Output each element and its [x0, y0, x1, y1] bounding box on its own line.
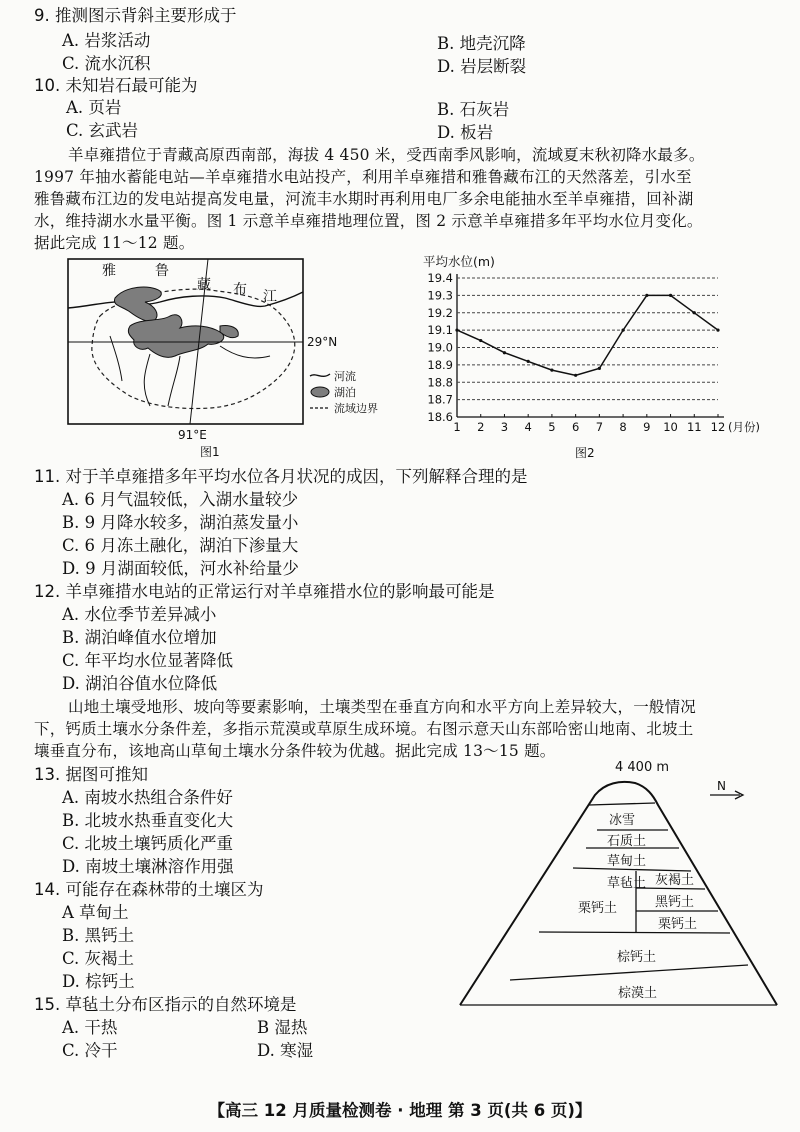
tributary [168, 356, 180, 406]
q14-option-b: B. 黑钙土 [62, 926, 135, 945]
passage1-line: 雅鲁藏布江边的发电站提高发电量，河流丰水期时再利用电厂多余电能抽水至羊卓雍措，回补湖 [34, 190, 694, 208]
zone-boundary [610, 805, 665, 808]
q13-option-c: C. 北坡土壤钙质化严重 [62, 834, 234, 853]
zone-label-stony: 石质土 [607, 834, 647, 849]
zone-label-brown-calcic: 棕钙土 [617, 950, 657, 965]
zone-label-meadow: 草甸土 [607, 854, 647, 869]
chart-x-tick-label: 7 [595, 420, 604, 434]
map-river-label: 鲁 [155, 263, 169, 279]
passage2-line: 下，钙质土壤水分条件差，多指示荒漠或草原生成环境。右图示意天山东部哈密山地南、北坡土 [34, 720, 694, 738]
chart-x-tick-label: 8 [619, 420, 627, 434]
chart-y-tick-label: 18.8 [427, 375, 453, 390]
legend-river-icon [310, 374, 330, 376]
chart-x-tick-label: 2 [477, 420, 485, 434]
q9-option-c: C. 流水沉积 [62, 54, 151, 73]
chart-y-tick-label: 19.0 [427, 340, 453, 355]
chart-y-tick-label: 18.6 [427, 410, 453, 424]
chart-x-tick-label: 3 [500, 420, 509, 434]
q11-option-d: D. 9 月湖面较低，河水补给量少 [62, 559, 299, 578]
figure2-caption: 图2 [575, 446, 595, 460]
zone-label-chestnut-north: 栗钙土 [658, 917, 698, 932]
q10-stem: 10. 未知岩石最可能为 [34, 76, 198, 95]
zone-label-brown-desert: 棕漠土 [618, 986, 658, 1001]
q11-option-c: C. 6 月冻土融化，湖泊下渗量大 [62, 536, 299, 555]
legend-lake-icon [311, 387, 329, 397]
q15-stem: 15. 草毡土分布区指示的自然环境是 [34, 995, 297, 1014]
q9-option-b: B. 地壳沉降 [437, 34, 526, 53]
water-level-chart [415, 254, 780, 464]
q14-option-a: A 草甸土 [62, 903, 129, 922]
chart-series-line [457, 295, 718, 375]
lake-main [128, 315, 223, 358]
lake-location-map [60, 256, 405, 461]
passage1-line: 据此完成 11～12 题。 [34, 234, 195, 252]
map-river-label: 布 [233, 282, 247, 298]
chart-y-tick-label: 18.7 [427, 392, 453, 407]
q10-option-a: A. 页岩 [66, 98, 122, 117]
chart-x-tick-label: 12 [710, 420, 726, 434]
zone-boundary [589, 803, 655, 805]
passage2-line: 山地土壤受地形、坡向等要素影响，土壤类型在垂直方向和水平方向上差异较大，一般情况 [68, 698, 697, 716]
q14-stem: 14. 可能存在森林带的土壤区为 [34, 880, 264, 899]
chart-x-tick-label: 6 [571, 420, 580, 434]
q12-option-b: B. 湖泊峰值水位增加 [62, 628, 217, 647]
q13-option-a: A. 南坡水热组合条件好 [62, 788, 233, 807]
peak-elevation: 4 400 m [615, 760, 670, 775]
zone-label-felty: 草毡土 [607, 876, 647, 891]
zone-boundary [636, 888, 705, 889]
q15-option-b: B 湿热 [257, 1018, 308, 1037]
chart-x-tick-label: 4 [524, 420, 532, 434]
chart-x-tick-label: 11 [686, 420, 702, 434]
tributary [110, 336, 122, 381]
chart-ylabel: 平均水位(m) [423, 254, 495, 269]
passage1-line: 羊卓雍措位于青藏高原西南部，海拔 4 450 米，受西南季风影响，流域夏末秋初降水最多。 [68, 146, 705, 164]
zone-label-chestnut-south: 栗钙土 [578, 901, 618, 916]
chart-point [503, 351, 506, 354]
zone-label-chernozem: 黑钙土 [655, 895, 695, 910]
q14-option-c: C. 灰褐土 [62, 949, 135, 968]
q13-stem: 13. 据图可推知 [34, 765, 148, 784]
chart-point [479, 339, 482, 342]
map-river-label: 江 [263, 289, 277, 305]
mountain-soil-diagram [455, 755, 785, 1015]
q15-option-d: D. 寒湿 [257, 1041, 314, 1060]
figure1-caption: 图1 [200, 445, 220, 459]
q11-option-b: B. 9 月降水较多，湖泊蒸发量小 [62, 513, 299, 532]
chart-point [598, 367, 601, 370]
q9-stem: 9. 推测图示背斜主要形成于 [34, 6, 237, 25]
chart-point [716, 329, 719, 332]
q11-stem: 11. 对于羊卓雍措多年平均水位各月状况的成因，下列解释合理的是 [34, 467, 528, 486]
chart-x-tick-label: 10 [663, 420, 678, 434]
lake-upper [114, 287, 161, 321]
q11-option-a: A. 6 月气温较低，入湖水量较少 [62, 490, 299, 509]
page-footer: 【高三 12 月质量检测卷 · 地理 第 3 页(共 6 页)】 [208, 1101, 592, 1120]
chart-y-tick-label: 19.2 [427, 305, 453, 320]
zone-boundary [510, 965, 748, 980]
passage1-line: 1997 年抽水蓄能电站—羊卓雍措水电站投产，利用羊卓雍措和雅鲁藏布江的天然落差，引水至 [34, 168, 692, 186]
passage1-line: 水，维持湖水水量平衡。图 1 示意羊卓雍措地理位置，图 2 示意羊卓雍措多年平均水位月变化。 [34, 212, 703, 230]
q12-option-d: D. 湖泊谷值水位降低 [62, 674, 218, 693]
q15-option-a: A. 干热 [62, 1018, 118, 1037]
chart-point [645, 294, 648, 297]
q9-option-d: D. 岩层断裂 [437, 57, 527, 76]
q10-option-b: B. 石灰岩 [437, 100, 510, 119]
latitude-label: 29°N [307, 335, 338, 349]
zone-label-ice-snow: 冰雪 [609, 813, 636, 828]
q13-option-b: B. 北坡水热垂直变化大 [62, 811, 234, 830]
chart-point [669, 294, 672, 297]
q15-option-c: C. 冷干 [62, 1041, 118, 1060]
q14-option-d: D. 棕钙土 [62, 972, 135, 991]
chart-y-tick-label: 19.3 [427, 288, 453, 303]
chart-xlabel: (月份) [728, 420, 760, 434]
chart-y-tick-label: 18.9 [427, 357, 453, 372]
q12-option-a: A. 水位季节差异减小 [62, 605, 217, 624]
chart-x-tick-label: 9 [643, 420, 651, 434]
q10-option-c: C. 玄武岩 [66, 121, 139, 140]
chart-x-tick-label: 5 [548, 420, 556, 434]
chart-y-tick-label: 19.4 [427, 271, 453, 285]
map-river-label: 雅 [102, 263, 116, 279]
legend-label: 河流 [334, 370, 356, 383]
chart-x-tick-label: 1 [453, 420, 461, 434]
chart-point [621, 329, 624, 332]
zone-label-grey-cinnamon: 灰褐土 [655, 873, 695, 888]
q10-option-d: D. 板岩 [437, 123, 494, 142]
tributary [220, 346, 270, 358]
legend-label: 湖泊 [334, 386, 356, 399]
chart-point [693, 311, 696, 314]
legend-label: 流域边界 [334, 402, 378, 415]
q12-stem: 12. 羊卓雍措水电站的正常运行对羊卓雍措水位的影响最可能是 [34, 582, 495, 601]
map-river-label: 藏 [197, 277, 211, 293]
tributary [144, 354, 150, 406]
passage2-line: 壤垂直分布，该地高山草甸土壤水分条件较为优越。据此完成 13～15 题。 [34, 742, 556, 760]
q9-option-a: A. 岩浆活动 [62, 31, 151, 50]
longitude-label: 91°E [178, 428, 207, 442]
chart-point [574, 374, 577, 377]
q12-option-c: C. 年平均水位显著降低 [62, 651, 234, 670]
chart-point [550, 368, 553, 371]
zone-boundary [539, 932, 730, 933]
chart-point [527, 360, 530, 363]
north-label: N [717, 779, 726, 793]
chart-y-tick-label: 19.1 [427, 323, 453, 338]
q13-option-d: D. 南坡土壤淋溶作用强 [62, 857, 234, 876]
chart-point [455, 329, 458, 332]
